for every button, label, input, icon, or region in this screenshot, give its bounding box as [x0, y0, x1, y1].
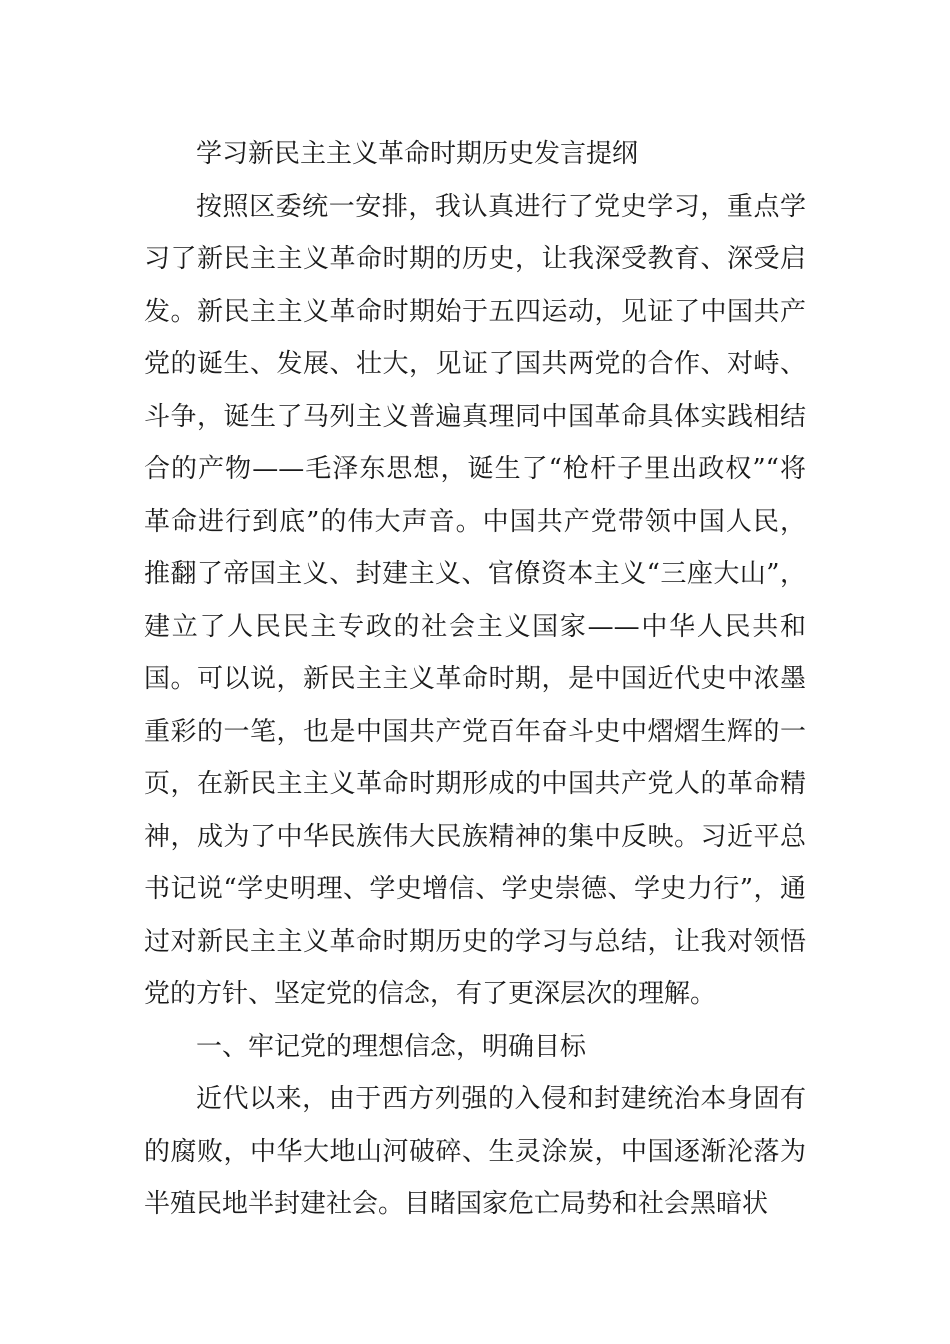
section-paragraph: 近代以来，由于西方列强的入侵和封建统治本身固有的腐败，中华大地山河破碎、生灵涂炭，中国逐渐沦落为半殖民地半封建社会。目睹国家危亡局势和社会黑暗状 — [144, 1084, 806, 1219]
section-heading: 一、牢记党的理想信念，明确目标 — [196, 1031, 587, 1062]
document-body — [144, 128, 806, 1231]
document-title: 学习新民主主义革命时期历史发言提纲 — [196, 139, 639, 169]
intro-paragraph: 按照区委统一安排，我认真进行了党史学习，重点学习了新民主主义革命时期的历史，让我深受教育、深受启发。新民主主义革命时期始于五四运动，见证了中国共产党的诞生、发展、壮大，见证了国共两党的合作、对峙、斗争，诞生了马列主义普遍真理同中国革命具体实践相结合的产物——毛泽东思想，诞生了“枪杆子里出政权”“将革命进行到底”的伟大声音。中国共产党带领中国人民，推翻了帝国主义、封建主义、官僚资本主义“三座大山”，建立了人民民主专政的社会主义国家——中华人民共和国。可以说，新民主主义革命时期，是中国近代史中浓墨重彩的一笔，也是中国共产党百年奋斗史中熠熠生辉的一页，在新民主主义革命时期形成的中国共产党人的革命精神，成为了中华民族伟大民族精神的集中反映。习近平总书记说“学史明理、学史增信、学史崇德、学史力行”，通过对新民主主义革命时期历史的学习与总结，让我对领悟党的方针、坚定党的信念，有了更深层次的理解。 — [144, 191, 806, 1009]
